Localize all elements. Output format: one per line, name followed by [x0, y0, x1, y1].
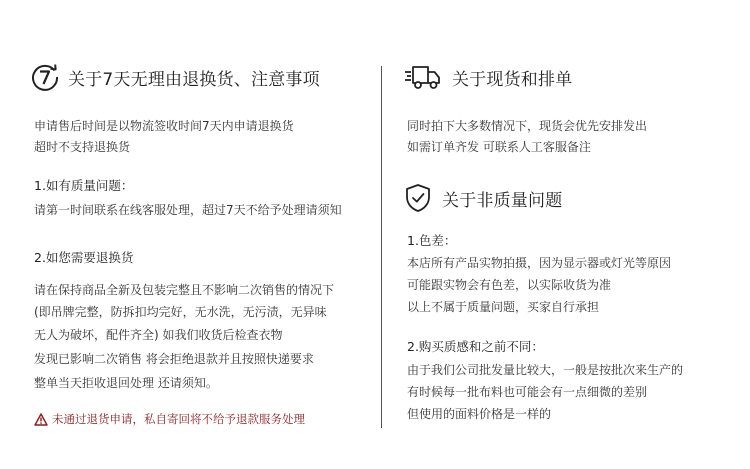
return-condition-line-1: 请在保持商品全新及包装完整且不影响二次销售的情况下: [34, 283, 335, 297]
warning-triangle-icon: [34, 413, 48, 426]
returns-heading: [30, 62, 320, 92]
shipping-line-2: 如需订单齐发 可联系人工客服备注: [407, 140, 591, 154]
texture-diff-line-1: 由于我们公司批发量比较大，一般是按批次来生产的: [407, 363, 684, 377]
returns-intro-line-2: 超时不支持退换货: [34, 140, 131, 154]
shipping-line-1: 同时拍下大多数情况下，现货会优先安排发出: [407, 119, 648, 133]
delivery-truck-icon: [404, 63, 442, 91]
return-condition-line-3: 无人为破坏，配件齐全) 如我们收货后检查衣物: [34, 328, 283, 342]
texture-diff-line-3: 但使用的面料价格是一样的: [407, 407, 552, 421]
return-warning: [34, 411, 305, 427]
color-diff-line-1: 本店所有产品实物拍摄，因为显示器或灯光等原因: [407, 256, 672, 270]
return-warning-text: 未通过退货申请，私自寄回将不给予退款服务处理: [52, 412, 305, 426]
column-divider: [381, 66, 382, 428]
non-quality-heading: [404, 183, 562, 213]
non-quality-heading-text: 关于非质量问题: [442, 190, 563, 211]
quality-issue-line: 请第一时间联系在线客服处理，超过7天不给予处理请须知: [34, 203, 342, 217]
shipping-heading: [404, 63, 572, 91]
shield-check-icon: [404, 183, 432, 213]
color-diff-title: 1.色差：: [407, 233, 457, 248]
color-diff-line-3: 以上不属于质量问题，买家自行承担: [407, 300, 600, 314]
seven-day-return-icon: [30, 62, 60, 92]
shipping-heading-text: 关于现货和排单: [452, 69, 573, 90]
return-condition-line-5: 整单当天拒收退回处理 还请须知。: [34, 376, 218, 390]
return-condition-line-4: 发现已影响二次销售 将会拒绝退款并且按照快递要求: [34, 352, 314, 366]
quality-issue-title: 1.如有质量问题：: [34, 178, 134, 193]
returns-intro-line-1: 申请售后时间是以物流签收时间7天内申请退换货: [34, 119, 294, 133]
return-request-title: 2.如您需要退换货: [34, 250, 134, 265]
return-condition-line-2: (即吊牌完整，防拆扣均完好，无水洗，无污渍，无异味: [34, 305, 327, 319]
texture-diff-title: 2.购买质感和之前不同：: [407, 339, 544, 354]
color-diff-line-2: 可能跟实物会有色差，以实际收货为准: [407, 278, 612, 292]
returns-heading-text: 关于7天无理由退换货、注意事项: [68, 69, 320, 90]
texture-diff-line-2: 有时候每一批布料也可能会有一点细微的差别: [407, 385, 648, 399]
